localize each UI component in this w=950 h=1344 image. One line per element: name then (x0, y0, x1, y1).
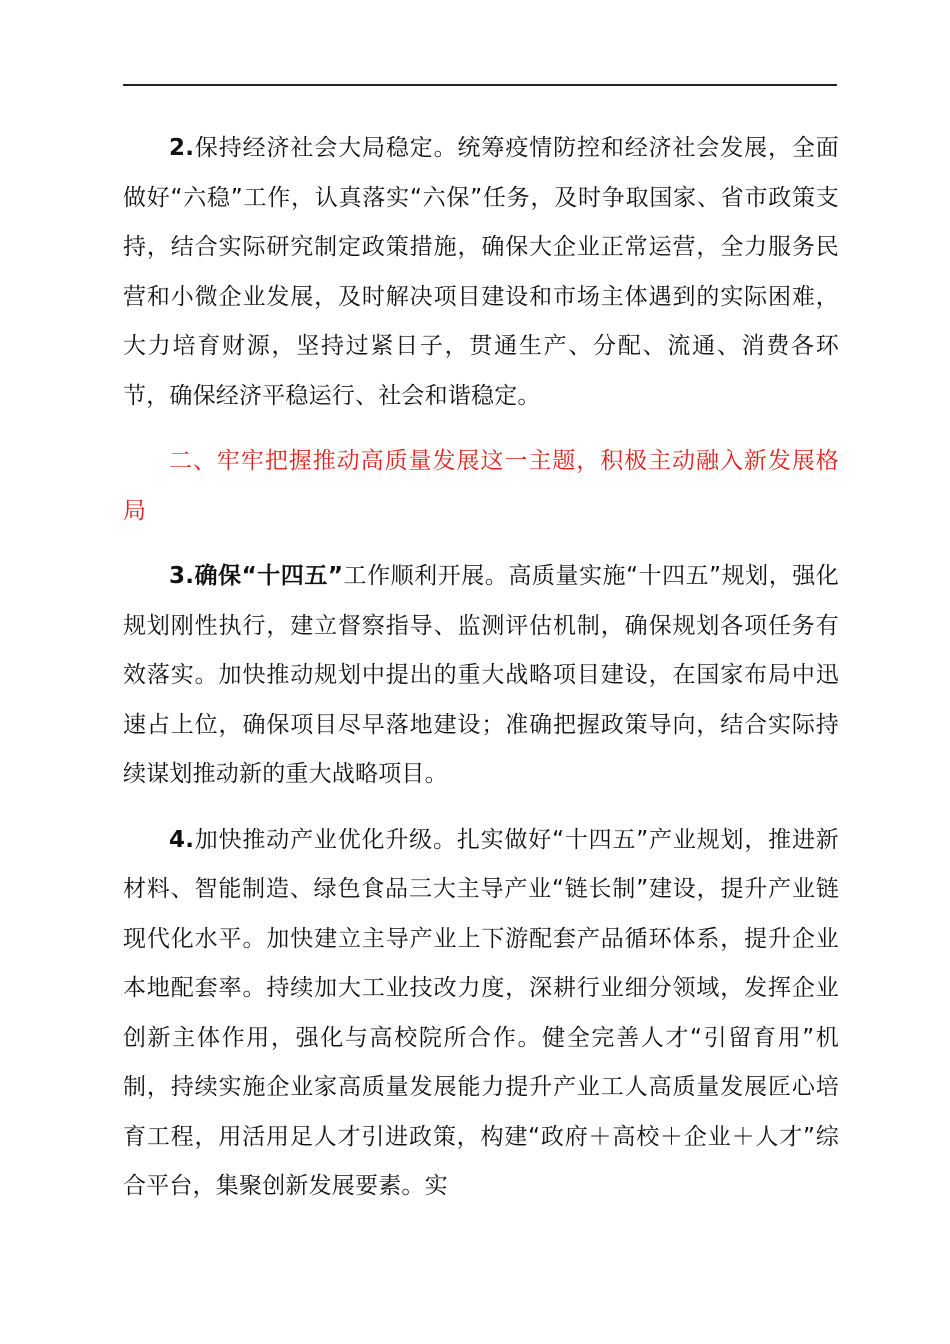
paragraph-item-2 (123, 124, 839, 421)
paragraph-item-3 (123, 552, 839, 800)
document-body (123, 124, 839, 1212)
item-number: 3. (169, 563, 195, 589)
item-bold-prefix: 确保“十四五” (194, 563, 344, 589)
paragraph-text: 保持经济社会大局稳定。统筹疫情防控和经济社会发展，全面做好“六稳”工作，认真落实“六保”任务，及时争取国家、省市政策支持，结合实际研究制定政策措施，确保大企业正常运营，全力服务民营和小微企业发展，及时解决项目建设和市场主体遇到的实际困难，大力培育财源，坚持过紧日子，贯通生产、分配、流通、消费各环节，确保经济平稳运行、社会和谐稳定。 (123, 135, 839, 409)
paragraph-text: 工作顺利开展。高质量实施“十四五”规划，强化规划刚性执行，建立督察指导、监测评估机制，确保规划各项任务有效落实。加快推动规划中提出的重大战略项目建设，在国家布局中迅速占上位，确保项目尽早落地建设；准确把握政策导向，结合实际持续谋划推动新的重大战略项目。 (123, 563, 839, 787)
section-heading-2 (123, 437, 839, 536)
item-number: 2. (169, 135, 195, 161)
section-heading-text: 二、牢牢把握推动高质量发展这一主题，积极主动融入新发展格局 (123, 448, 839, 524)
item-number: 4. (169, 826, 195, 853)
header-rule (123, 84, 837, 86)
paragraph-item-4 (123, 816, 839, 1212)
paragraph-text: 加快推动产业优化升级。扎实做好“十四五”产业规划，推进新材料、智能制造、绿色食品三大主导产业“链长制”建设，提升产业链现代化水平。加快建立主导产业上下游配套产品循环体系，提升企业本地配套率。持续加大工业技改力度，深耕行业细分领域，发挥企业创新主体作用，强化与高校院所合作。健全完善人才“引留育用”机制，持续实施企业家高质量发展能力提升产业工人高质量发展匠心培育工程，用活用足人才引进政策，构建“政府＋高校＋企业＋人才”综合平台，集聚创新发展要素。实 (123, 826, 839, 1199)
